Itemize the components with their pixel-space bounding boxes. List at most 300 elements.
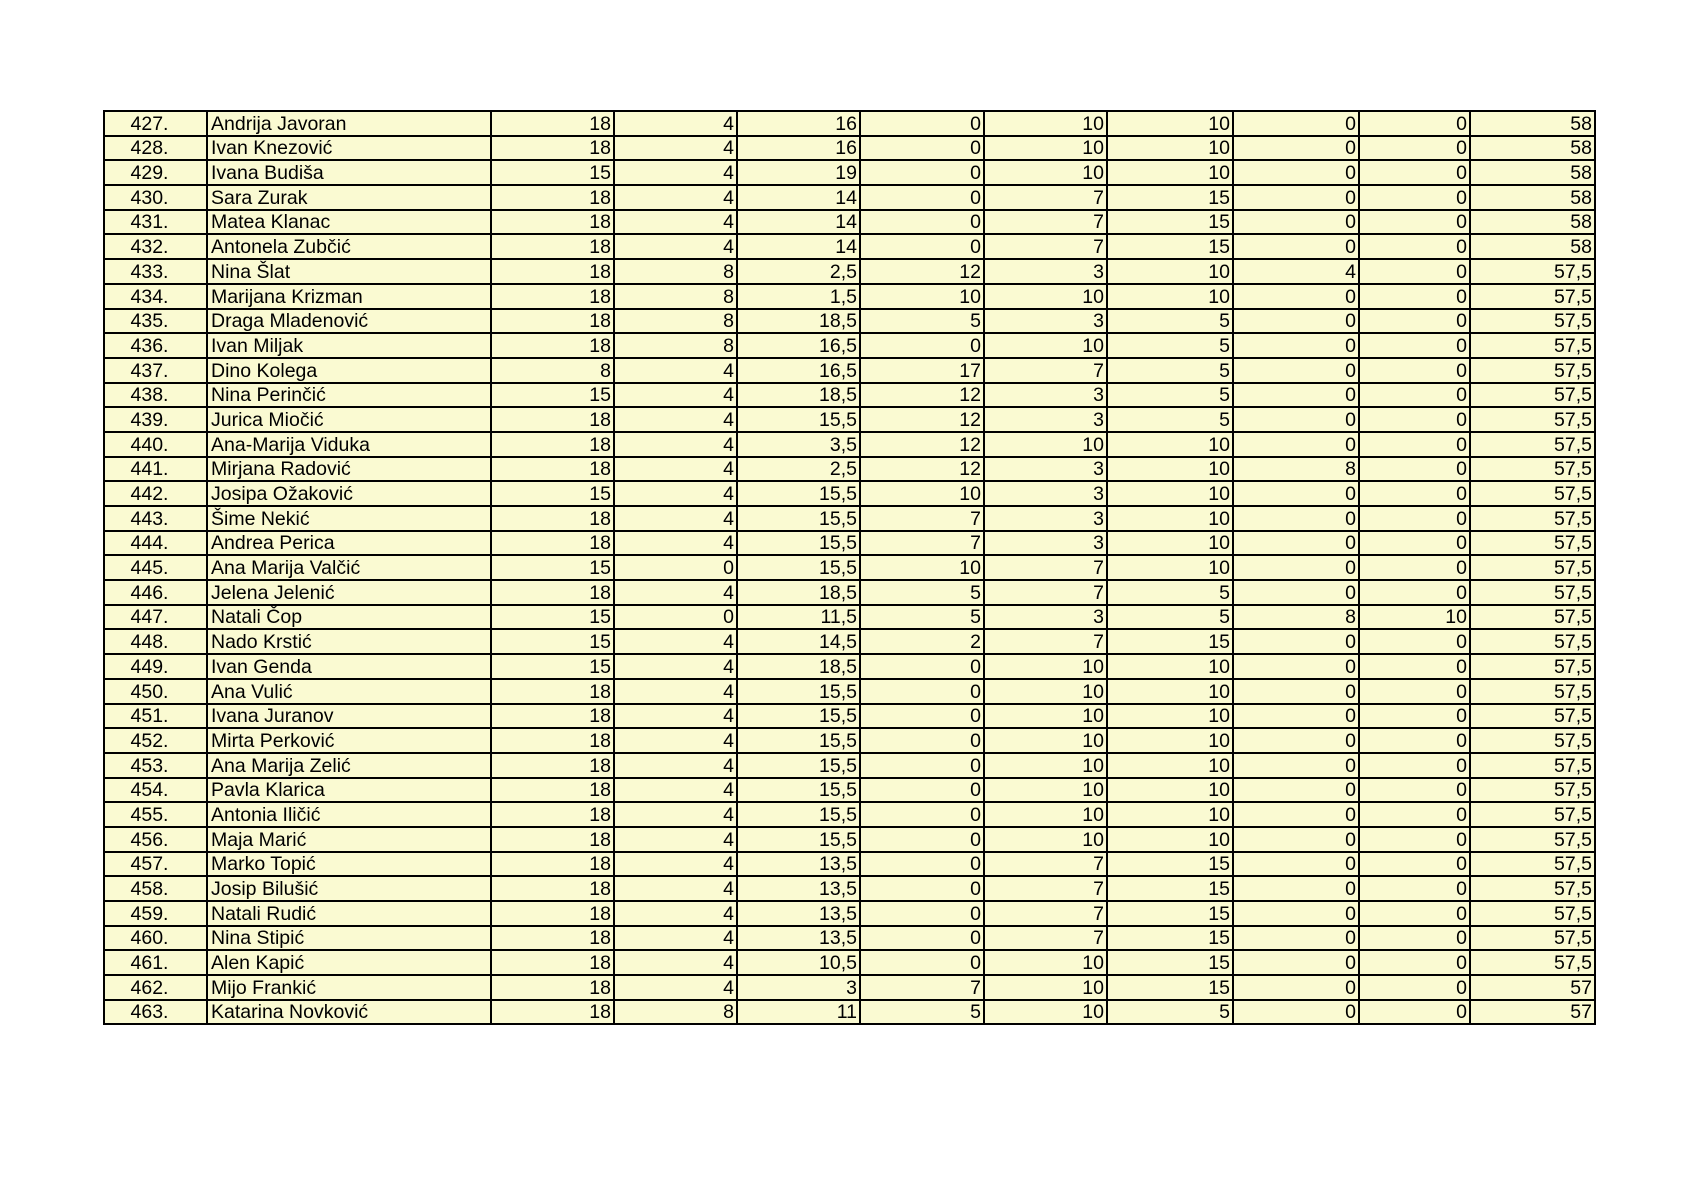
total-cell: 57,5	[1470, 580, 1595, 605]
total-cell: 57,5	[1470, 852, 1595, 877]
score-col-8-cell: 0	[1359, 432, 1470, 457]
rank-cell: 432.	[104, 234, 207, 259]
total-cell: 57,5	[1470, 432, 1595, 457]
score-col-8-cell: 0	[1359, 827, 1470, 852]
score-col-5-cell: 3	[984, 259, 1107, 284]
name-cell: Jurica Miočić	[207, 407, 491, 432]
total-cell: 57,5	[1470, 333, 1595, 358]
score-col-6-cell: 10	[1107, 827, 1233, 852]
score-col-6-cell: 15	[1107, 975, 1233, 1000]
score-col-6-cell: 10	[1107, 778, 1233, 803]
score-col-6-cell: 10	[1107, 753, 1233, 778]
score-col-1-cell: 18	[491, 1000, 614, 1025]
score-col-5-cell: 7	[984, 234, 1107, 259]
score-col-2-cell: 4	[614, 654, 737, 679]
total-cell: 57,5	[1470, 679, 1595, 704]
total-cell: 57,5	[1470, 950, 1595, 975]
score-col-4-cell: 0	[860, 753, 984, 778]
score-col-1-cell: 18	[491, 185, 614, 210]
score-col-5-cell: 10	[984, 136, 1107, 161]
total-cell: 57,5	[1470, 802, 1595, 827]
score-col-7-cell: 0	[1233, 901, 1359, 926]
score-col-5-cell: 3	[984, 457, 1107, 482]
score-col-2-cell: 4	[614, 827, 737, 852]
score-col-1-cell: 18	[491, 827, 614, 852]
rank-cell: 458.	[104, 876, 207, 901]
score-col-1-cell: 18	[491, 111, 614, 136]
score-col-6-cell: 10	[1107, 136, 1233, 161]
score-col-6-cell: 10	[1107, 555, 1233, 580]
table-row	[104, 778, 1595, 803]
rank-cell: 443.	[104, 506, 207, 531]
score-col-6-cell: 5	[1107, 407, 1233, 432]
score-col-2-cell: 8	[614, 333, 737, 358]
score-col-2-cell: 4	[614, 876, 737, 901]
score-col-5-cell: 3	[984, 309, 1107, 334]
rank-cell: 445.	[104, 555, 207, 580]
results-table	[103, 110, 1596, 1025]
score-col-5-cell: 10	[984, 950, 1107, 975]
table-row	[104, 728, 1595, 753]
table-row	[104, 259, 1595, 284]
score-col-3-cell: 2,5	[737, 457, 860, 482]
score-col-6-cell: 10	[1107, 457, 1233, 482]
score-col-3-cell: 13,5	[737, 852, 860, 877]
score-col-4-cell: 0	[860, 704, 984, 729]
score-col-5-cell: 10	[984, 1000, 1107, 1025]
score-col-4-cell: 0	[860, 333, 984, 358]
rank-cell: 431.	[104, 210, 207, 235]
rank-cell: 454.	[104, 778, 207, 803]
name-cell: Šime Nekić	[207, 506, 491, 531]
score-col-7-cell: 0	[1233, 1000, 1359, 1025]
score-col-4-cell: 12	[860, 432, 984, 457]
score-col-3-cell: 18,5	[737, 654, 860, 679]
score-col-6-cell: 5	[1107, 333, 1233, 358]
score-col-3-cell: 3,5	[737, 432, 860, 457]
name-cell: Andrea Perica	[207, 531, 491, 556]
score-col-7-cell: 0	[1233, 926, 1359, 951]
score-col-7-cell: 0	[1233, 728, 1359, 753]
name-cell: Jelena Jelenić	[207, 580, 491, 605]
score-col-7-cell: 0	[1233, 827, 1359, 852]
score-col-1-cell: 18	[491, 852, 614, 877]
name-cell: Alen Kapić	[207, 950, 491, 975]
score-col-1-cell: 18	[491, 284, 614, 309]
score-col-6-cell: 15	[1107, 901, 1233, 926]
score-col-8-cell: 0	[1359, 111, 1470, 136]
score-col-7-cell: 0	[1233, 333, 1359, 358]
score-col-7-cell: 0	[1233, 852, 1359, 877]
rank-cell: 439.	[104, 407, 207, 432]
score-col-2-cell: 4	[614, 629, 737, 654]
table-row	[104, 284, 1595, 309]
total-cell: 57,5	[1470, 555, 1595, 580]
rank-cell: 459.	[104, 901, 207, 926]
name-cell: Mirjana Radović	[207, 457, 491, 482]
rank-cell: 433.	[104, 259, 207, 284]
score-col-3-cell: 18,5	[737, 383, 860, 408]
score-col-1-cell: 18	[491, 333, 614, 358]
score-col-5-cell: 10	[984, 704, 1107, 729]
score-col-5-cell: 10	[984, 284, 1107, 309]
total-cell: 57,5	[1470, 407, 1595, 432]
table-row	[104, 629, 1595, 654]
table-row	[104, 457, 1595, 482]
rank-cell: 427.	[104, 111, 207, 136]
score-col-3-cell: 16	[737, 111, 860, 136]
name-cell: Sara Zurak	[207, 185, 491, 210]
total-cell: 57,5	[1470, 605, 1595, 630]
score-col-8-cell: 0	[1359, 753, 1470, 778]
score-col-8-cell: 0	[1359, 333, 1470, 358]
score-col-3-cell: 18,5	[737, 309, 860, 334]
score-col-1-cell: 18	[491, 457, 614, 482]
score-col-4-cell: 0	[860, 111, 984, 136]
score-col-7-cell: 0	[1233, 753, 1359, 778]
score-col-6-cell: 10	[1107, 531, 1233, 556]
table-row	[104, 654, 1595, 679]
score-col-5-cell: 7	[984, 555, 1107, 580]
score-col-7-cell: 0	[1233, 383, 1359, 408]
score-col-3-cell: 19	[737, 160, 860, 185]
table-row	[104, 309, 1595, 334]
score-col-1-cell: 18	[491, 728, 614, 753]
score-col-7-cell: 0	[1233, 358, 1359, 383]
score-col-2-cell: 4	[614, 778, 737, 803]
score-col-4-cell: 5	[860, 309, 984, 334]
score-col-7-cell: 0	[1233, 506, 1359, 531]
score-col-5-cell: 3	[984, 605, 1107, 630]
score-col-5-cell: 10	[984, 975, 1107, 1000]
score-col-4-cell: 0	[860, 654, 984, 679]
score-col-5-cell: 10	[984, 654, 1107, 679]
score-col-3-cell: 15,5	[737, 704, 860, 729]
score-col-8-cell: 0	[1359, 975, 1470, 1000]
table-row	[104, 827, 1595, 852]
score-col-1-cell: 18	[491, 753, 614, 778]
score-col-3-cell: 1,5	[737, 284, 860, 309]
score-col-3-cell: 14	[737, 234, 860, 259]
table-row	[104, 753, 1595, 778]
score-col-6-cell: 10	[1107, 259, 1233, 284]
score-col-2-cell: 4	[614, 481, 737, 506]
score-col-4-cell: 17	[860, 358, 984, 383]
score-col-3-cell: 14	[737, 185, 860, 210]
score-col-2-cell: 4	[614, 975, 737, 1000]
score-col-2-cell: 4	[614, 580, 737, 605]
score-col-1-cell: 15	[491, 383, 614, 408]
score-col-4-cell: 7	[860, 975, 984, 1000]
score-col-8-cell: 0	[1359, 284, 1470, 309]
rank-cell: 447.	[104, 605, 207, 630]
score-col-8-cell: 0	[1359, 1000, 1470, 1025]
score-col-2-cell: 4	[614, 111, 737, 136]
total-cell: 57,5	[1470, 358, 1595, 383]
rank-cell: 428.	[104, 136, 207, 161]
score-col-7-cell: 0	[1233, 802, 1359, 827]
score-col-3-cell: 16	[737, 136, 860, 161]
score-col-2-cell: 8	[614, 1000, 737, 1025]
score-col-4-cell: 0	[860, 136, 984, 161]
score-col-6-cell: 5	[1107, 580, 1233, 605]
score-col-2-cell: 4	[614, 704, 737, 729]
name-cell: Draga Mladenović	[207, 309, 491, 334]
rank-cell: 429.	[104, 160, 207, 185]
table-row	[104, 605, 1595, 630]
table-row	[104, 210, 1595, 235]
score-col-1-cell: 18	[491, 210, 614, 235]
score-col-6-cell: 10	[1107, 160, 1233, 185]
rank-cell: 460.	[104, 926, 207, 951]
score-col-3-cell: 16,5	[737, 333, 860, 358]
score-col-8-cell: 0	[1359, 876, 1470, 901]
name-cell: Ivan Miljak	[207, 333, 491, 358]
table-row	[104, 950, 1595, 975]
rank-cell: 438.	[104, 383, 207, 408]
score-col-5-cell: 7	[984, 901, 1107, 926]
score-col-3-cell: 15,5	[737, 407, 860, 432]
rank-cell: 451.	[104, 704, 207, 729]
total-cell: 57,5	[1470, 654, 1595, 679]
rank-cell: 430.	[104, 185, 207, 210]
score-col-5-cell: 3	[984, 383, 1107, 408]
total-cell: 57,5	[1470, 901, 1595, 926]
score-col-3-cell: 15,5	[737, 481, 860, 506]
score-col-8-cell: 0	[1359, 383, 1470, 408]
score-col-8-cell: 0	[1359, 704, 1470, 729]
score-col-8-cell: 0	[1359, 136, 1470, 161]
score-col-2-cell: 4	[614, 358, 737, 383]
rank-cell: 452.	[104, 728, 207, 753]
table-row	[104, 506, 1595, 531]
score-col-7-cell: 0	[1233, 555, 1359, 580]
rank-cell: 440.	[104, 432, 207, 457]
score-col-5-cell: 7	[984, 852, 1107, 877]
rank-cell: 462.	[104, 975, 207, 1000]
score-col-7-cell: 0	[1233, 185, 1359, 210]
rank-cell: 453.	[104, 753, 207, 778]
score-col-1-cell: 18	[491, 580, 614, 605]
table-row	[104, 975, 1595, 1000]
name-cell: Ivana Budiša	[207, 160, 491, 185]
table-row	[104, 136, 1595, 161]
total-cell: 57,5	[1470, 457, 1595, 482]
score-col-5-cell: 10	[984, 432, 1107, 457]
score-col-5-cell: 7	[984, 876, 1107, 901]
name-cell: Pavla Klarica	[207, 778, 491, 803]
score-col-6-cell: 10	[1107, 432, 1233, 457]
rank-cell: 444.	[104, 531, 207, 556]
total-cell: 57,5	[1470, 704, 1595, 729]
total-cell: 58	[1470, 111, 1595, 136]
score-col-4-cell: 10	[860, 481, 984, 506]
score-col-4-cell: 5	[860, 580, 984, 605]
score-col-1-cell: 18	[491, 531, 614, 556]
score-col-3-cell: 15,5	[737, 753, 860, 778]
score-col-5-cell: 7	[984, 926, 1107, 951]
score-col-4-cell: 0	[860, 876, 984, 901]
score-col-8-cell: 0	[1359, 901, 1470, 926]
total-cell: 57	[1470, 1000, 1595, 1025]
score-col-4-cell: 12	[860, 259, 984, 284]
score-col-4-cell: 5	[860, 1000, 984, 1025]
score-col-5-cell: 7	[984, 210, 1107, 235]
score-col-7-cell: 0	[1233, 160, 1359, 185]
table-row	[104, 802, 1595, 827]
score-col-1-cell: 8	[491, 358, 614, 383]
total-cell: 57	[1470, 975, 1595, 1000]
score-col-4-cell: 12	[860, 457, 984, 482]
name-cell: Ivana Juranov	[207, 704, 491, 729]
rank-cell: 448.	[104, 629, 207, 654]
score-col-1-cell: 18	[491, 950, 614, 975]
score-col-3-cell: 16,5	[737, 358, 860, 383]
rank-cell: 437.	[104, 358, 207, 383]
score-col-2-cell: 0	[614, 555, 737, 580]
table-row	[104, 704, 1595, 729]
score-col-1-cell: 18	[491, 975, 614, 1000]
score-col-6-cell: 15	[1107, 876, 1233, 901]
score-col-6-cell: 15	[1107, 185, 1233, 210]
score-col-8-cell: 0	[1359, 629, 1470, 654]
score-col-1-cell: 18	[491, 432, 614, 457]
score-col-6-cell: 5	[1107, 605, 1233, 630]
table-row	[104, 333, 1595, 358]
score-col-5-cell: 10	[984, 679, 1107, 704]
name-cell: Josipa Ožaković	[207, 481, 491, 506]
name-cell: Dino Kolega	[207, 358, 491, 383]
name-cell: Natali Rudić	[207, 901, 491, 926]
rank-cell: 449.	[104, 654, 207, 679]
score-col-3-cell: 18,5	[737, 580, 860, 605]
score-col-4-cell: 0	[860, 160, 984, 185]
score-col-4-cell: 0	[860, 901, 984, 926]
total-cell: 57,5	[1470, 753, 1595, 778]
score-col-3-cell: 15,5	[737, 531, 860, 556]
score-col-2-cell: 4	[614, 950, 737, 975]
score-col-1-cell: 18	[491, 136, 614, 161]
name-cell: Natali Čop	[207, 605, 491, 630]
score-col-1-cell: 18	[491, 679, 614, 704]
score-col-1-cell: 18	[491, 901, 614, 926]
score-col-8-cell: 0	[1359, 802, 1470, 827]
score-col-4-cell: 12	[860, 383, 984, 408]
rank-cell: 442.	[104, 481, 207, 506]
score-col-5-cell: 7	[984, 629, 1107, 654]
score-col-1-cell: 18	[491, 506, 614, 531]
name-cell: Nina Šlat	[207, 259, 491, 284]
score-col-8-cell: 0	[1359, 160, 1470, 185]
score-col-8-cell: 0	[1359, 185, 1470, 210]
score-col-3-cell: 15,5	[737, 827, 860, 852]
table-row	[104, 531, 1595, 556]
score-col-1-cell: 18	[491, 876, 614, 901]
score-col-8-cell: 0	[1359, 481, 1470, 506]
score-col-1-cell: 15	[491, 160, 614, 185]
score-col-4-cell: 7	[860, 506, 984, 531]
table-row	[104, 1000, 1595, 1025]
score-col-5-cell: 3	[984, 481, 1107, 506]
name-cell: Ivan Genda	[207, 654, 491, 679]
score-col-8-cell: 0	[1359, 679, 1470, 704]
score-col-5-cell: 10	[984, 333, 1107, 358]
rank-cell: 436.	[104, 333, 207, 358]
score-col-7-cell: 0	[1233, 975, 1359, 1000]
score-col-4-cell: 10	[860, 284, 984, 309]
score-col-7-cell: 0	[1233, 210, 1359, 235]
rank-cell: 434.	[104, 284, 207, 309]
score-col-5-cell: 10	[984, 160, 1107, 185]
score-col-4-cell: 5	[860, 605, 984, 630]
score-col-2-cell: 4	[614, 802, 737, 827]
total-cell: 58	[1470, 160, 1595, 185]
score-col-6-cell: 5	[1107, 358, 1233, 383]
score-col-8-cell: 0	[1359, 259, 1470, 284]
score-col-8-cell: 0	[1359, 457, 1470, 482]
score-col-8-cell: 0	[1359, 778, 1470, 803]
score-col-4-cell: 0	[860, 679, 984, 704]
score-col-4-cell: 10	[860, 555, 984, 580]
name-cell: Mirta Perković	[207, 728, 491, 753]
score-col-1-cell: 18	[491, 704, 614, 729]
score-col-7-cell: 0	[1233, 407, 1359, 432]
score-col-5-cell: 3	[984, 407, 1107, 432]
score-col-7-cell: 0	[1233, 234, 1359, 259]
score-col-3-cell: 3	[737, 975, 860, 1000]
score-col-3-cell: 2,5	[737, 259, 860, 284]
table-row	[104, 876, 1595, 901]
total-cell: 57,5	[1470, 876, 1595, 901]
score-col-7-cell: 0	[1233, 531, 1359, 556]
score-col-3-cell: 15,5	[737, 679, 860, 704]
score-col-1-cell: 18	[491, 407, 614, 432]
score-col-3-cell: 10,5	[737, 950, 860, 975]
score-col-5-cell: 3	[984, 506, 1107, 531]
score-col-5-cell: 10	[984, 802, 1107, 827]
total-cell: 58	[1470, 234, 1595, 259]
score-col-5-cell: 3	[984, 531, 1107, 556]
score-col-1-cell: 15	[491, 555, 614, 580]
score-col-8-cell: 0	[1359, 210, 1470, 235]
table-row	[104, 481, 1595, 506]
score-col-5-cell: 7	[984, 358, 1107, 383]
name-cell: Andrija Javoran	[207, 111, 491, 136]
score-col-3-cell: 11	[737, 1000, 860, 1025]
total-cell: 58	[1470, 136, 1595, 161]
score-col-4-cell: 0	[860, 185, 984, 210]
table-row	[104, 407, 1595, 432]
total-cell: 57,5	[1470, 259, 1595, 284]
score-col-7-cell: 0	[1233, 481, 1359, 506]
name-cell: Matea Klanac	[207, 210, 491, 235]
total-cell: 57,5	[1470, 309, 1595, 334]
score-col-3-cell: 14	[737, 210, 860, 235]
score-col-3-cell: 13,5	[737, 926, 860, 951]
score-col-2-cell: 4	[614, 753, 737, 778]
score-col-1-cell: 15	[491, 481, 614, 506]
score-col-1-cell: 15	[491, 654, 614, 679]
score-col-2-cell: 4	[614, 457, 737, 482]
score-col-7-cell: 0	[1233, 950, 1359, 975]
score-col-5-cell: 7	[984, 185, 1107, 210]
total-cell: 57,5	[1470, 506, 1595, 531]
score-col-4-cell: 0	[860, 210, 984, 235]
name-cell: Mijo Frankić	[207, 975, 491, 1000]
score-col-3-cell: 14,5	[737, 629, 860, 654]
table-row	[104, 358, 1595, 383]
score-col-7-cell: 0	[1233, 654, 1359, 679]
